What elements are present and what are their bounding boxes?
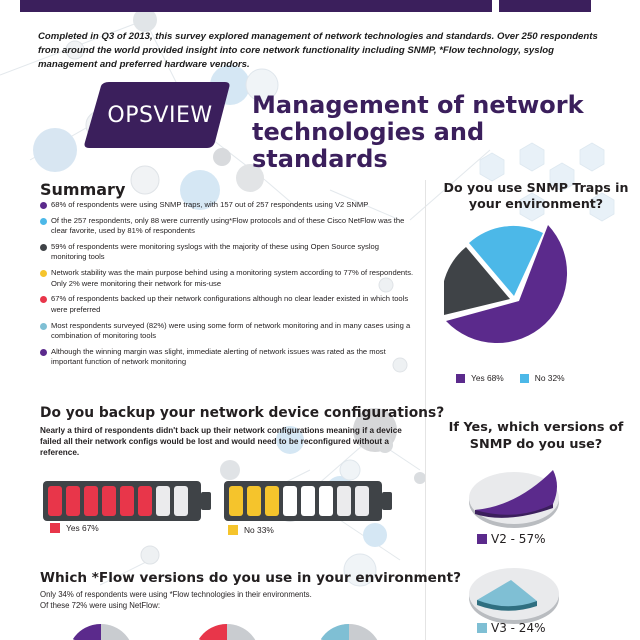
snmp-traps-legend: Yes 68% No 32% [456, 373, 565, 383]
intro-text: Completed in Q3 of 2013, this survey explored management of network technologies and standards. Over 250 respondents from around the world provided insight into core network functionality including SNMP, *Flow technology, syslog management and preferred hardware vendors. [38, 31, 598, 70]
summary-item: 67% of respondents backed up their network configurations although no clear leader existed in which tools were preferred [40, 294, 415, 315]
snmp-versions-heading: If Yes, which versions of SNMP do you use? [448, 420, 624, 452]
summary-item: Although the winning margin was slight, immediate alerting of network issues was rated as the most important function of network monitoring [40, 347, 415, 368]
bullet-dot-icon [40, 349, 47, 356]
summary-item: Of the 257 respondents, only 88 were currently using*Flow protocols and of these Cisco NetFlow was the clear favorite, used by 81% of respondents [40, 216, 415, 237]
summary-item: 59% of respondents were monitoring syslogs with the majority of these using Open Source syslog monitoring tools [40, 242, 415, 263]
snmp-traps-pie-chart [444, 223, 584, 369]
backup-heading: Do you backup your network device configurations? [40, 405, 445, 421]
flow-heading: Which *Flow versions do you use in your environment? [40, 570, 461, 586]
legend-swatch-v3 [477, 623, 487, 633]
summary-item: 68% of respondents were using SNMP traps, with 157 out of 257 respondents using V2 SNMP [40, 200, 415, 210]
top-banner-bar-right [499, 0, 591, 12]
summary-list [40, 200, 415, 373]
summary-item: Most respondents surveyed (82%) were using some form of network monitoring and in many cases using a combination of monitoring tools [40, 321, 415, 342]
backup-description: Nearly a third of respondents didn't back up their network configurations meaning if a device failed all their network configs would be lost and would need to be reconfigured without a reference. [40, 426, 402, 457]
top-banner-bar [20, 0, 492, 12]
legend-swatch-no [520, 374, 529, 383]
bullet-dot-icon [40, 323, 47, 330]
flow-description: Only 34% of respondents were using *Flow technologies in their environments. Of these 72% were using NetFlow: [40, 590, 312, 610]
page-title: Management of network technologies and standards [252, 91, 584, 173]
logo-text: OPSVIEW [107, 102, 213, 128]
summary-item: Network stability was the main purpose behind using a monitoring system according to 77% of respondents. Only 2% were monitoring their network for mis-use [40, 268, 415, 289]
legend-swatch-no [228, 525, 238, 535]
snmp-v2-legend: V2 - 57% [477, 532, 545, 546]
backup-legend-yes: Yes 67% [50, 523, 99, 533]
opsview-logo [83, 82, 231, 148]
bullet-dot-icon [40, 218, 47, 225]
snmp-v3-legend: V3 - 24% [477, 621, 545, 635]
battery-chart-yes [43, 481, 215, 521]
bullet-dot-icon [40, 296, 47, 303]
flow-donut-teal [315, 623, 383, 640]
snmp-v3-3d-pie [467, 562, 561, 626]
bullet-dot-icon [40, 202, 47, 209]
summary-heading: Summary [40, 180, 126, 199]
snmp-traps-heading: Do you use SNMP Traps in your environment? [443, 180, 629, 211]
battery-chart-no [224, 481, 396, 521]
bullet-dot-icon [40, 244, 47, 251]
backup-legend-no: No 33% [228, 525, 274, 535]
legend-swatch-yes [50, 523, 60, 533]
legend-swatch-v2 [477, 534, 487, 544]
flow-donut-red [193, 623, 261, 640]
legend-swatch-yes [456, 374, 465, 383]
snmp-v2-3d-pie [467, 466, 561, 530]
flow-donut-purple [67, 623, 135, 640]
bullet-dot-icon [40, 270, 47, 277]
